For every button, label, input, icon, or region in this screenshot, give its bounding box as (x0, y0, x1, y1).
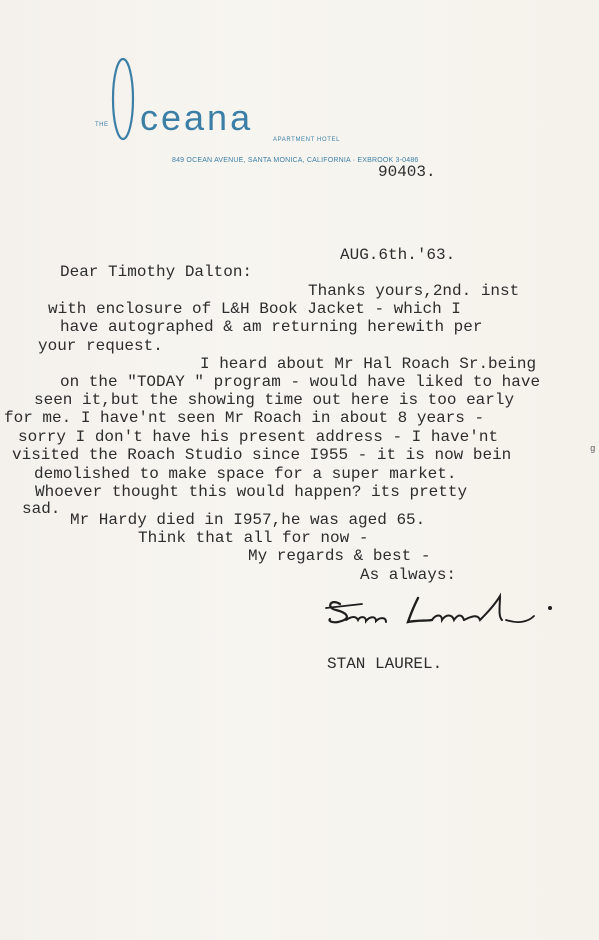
handwritten-signature (322, 586, 562, 632)
body-line: sad. (22, 500, 61, 518)
body-line: have autographed & am returning herewith per (60, 318, 483, 336)
body-line: I heard about Mr Hal Roach Sr.being (200, 355, 537, 373)
body-line: Think that all for now - (138, 529, 369, 547)
body-line: Thanks yours,2nd. inst (308, 282, 520, 300)
body-line: seen it,but the showing time out here is too early (34, 391, 515, 409)
body-line: Mr Hardy died in I957,he was aged 65. (70, 511, 426, 529)
typed-signature-name: STAN LAUREL. (327, 655, 443, 673)
zip-code: 90403. (378, 163, 436, 181)
body-line: sorry I don't have his present address - I have'nt (18, 428, 499, 446)
letterhead-o-logo (110, 56, 136, 142)
margin-mark: g (590, 444, 596, 454)
body-line: As always: (360, 566, 457, 584)
body-line: visited the Roach Studio since I955 - it is now bein (12, 446, 512, 464)
body-line: on the "TODAY " program - would have liked to have (60, 373, 541, 391)
letterhead-address: 849 OCEAN AVENUE, SANTA MONICA, CALIFORNIA · EXBROOK 3-0486 (172, 157, 419, 164)
letterhead-brand: ceana (140, 97, 254, 138)
salutation: Dear Timothy Dalton: (60, 263, 253, 281)
body-line: Whoever thought this would happen? its pretty (35, 483, 468, 501)
body-line: demolished to make space for a super market. (34, 465, 457, 483)
letterhead-subtitle: APARTMENT HOTEL (273, 137, 341, 143)
body-line: My regards & best - (248, 547, 431, 565)
letterhead-the: THE (95, 122, 109, 128)
body-line: with enclosure of L&H Book Jacket - which I (48, 300, 461, 318)
body-line: your request. (38, 337, 163, 355)
body-line: for me. I have'nt seen Mr Roach in about 8 years - (4, 409, 485, 427)
letter-date: AUG.6th.'63. (340, 246, 456, 264)
